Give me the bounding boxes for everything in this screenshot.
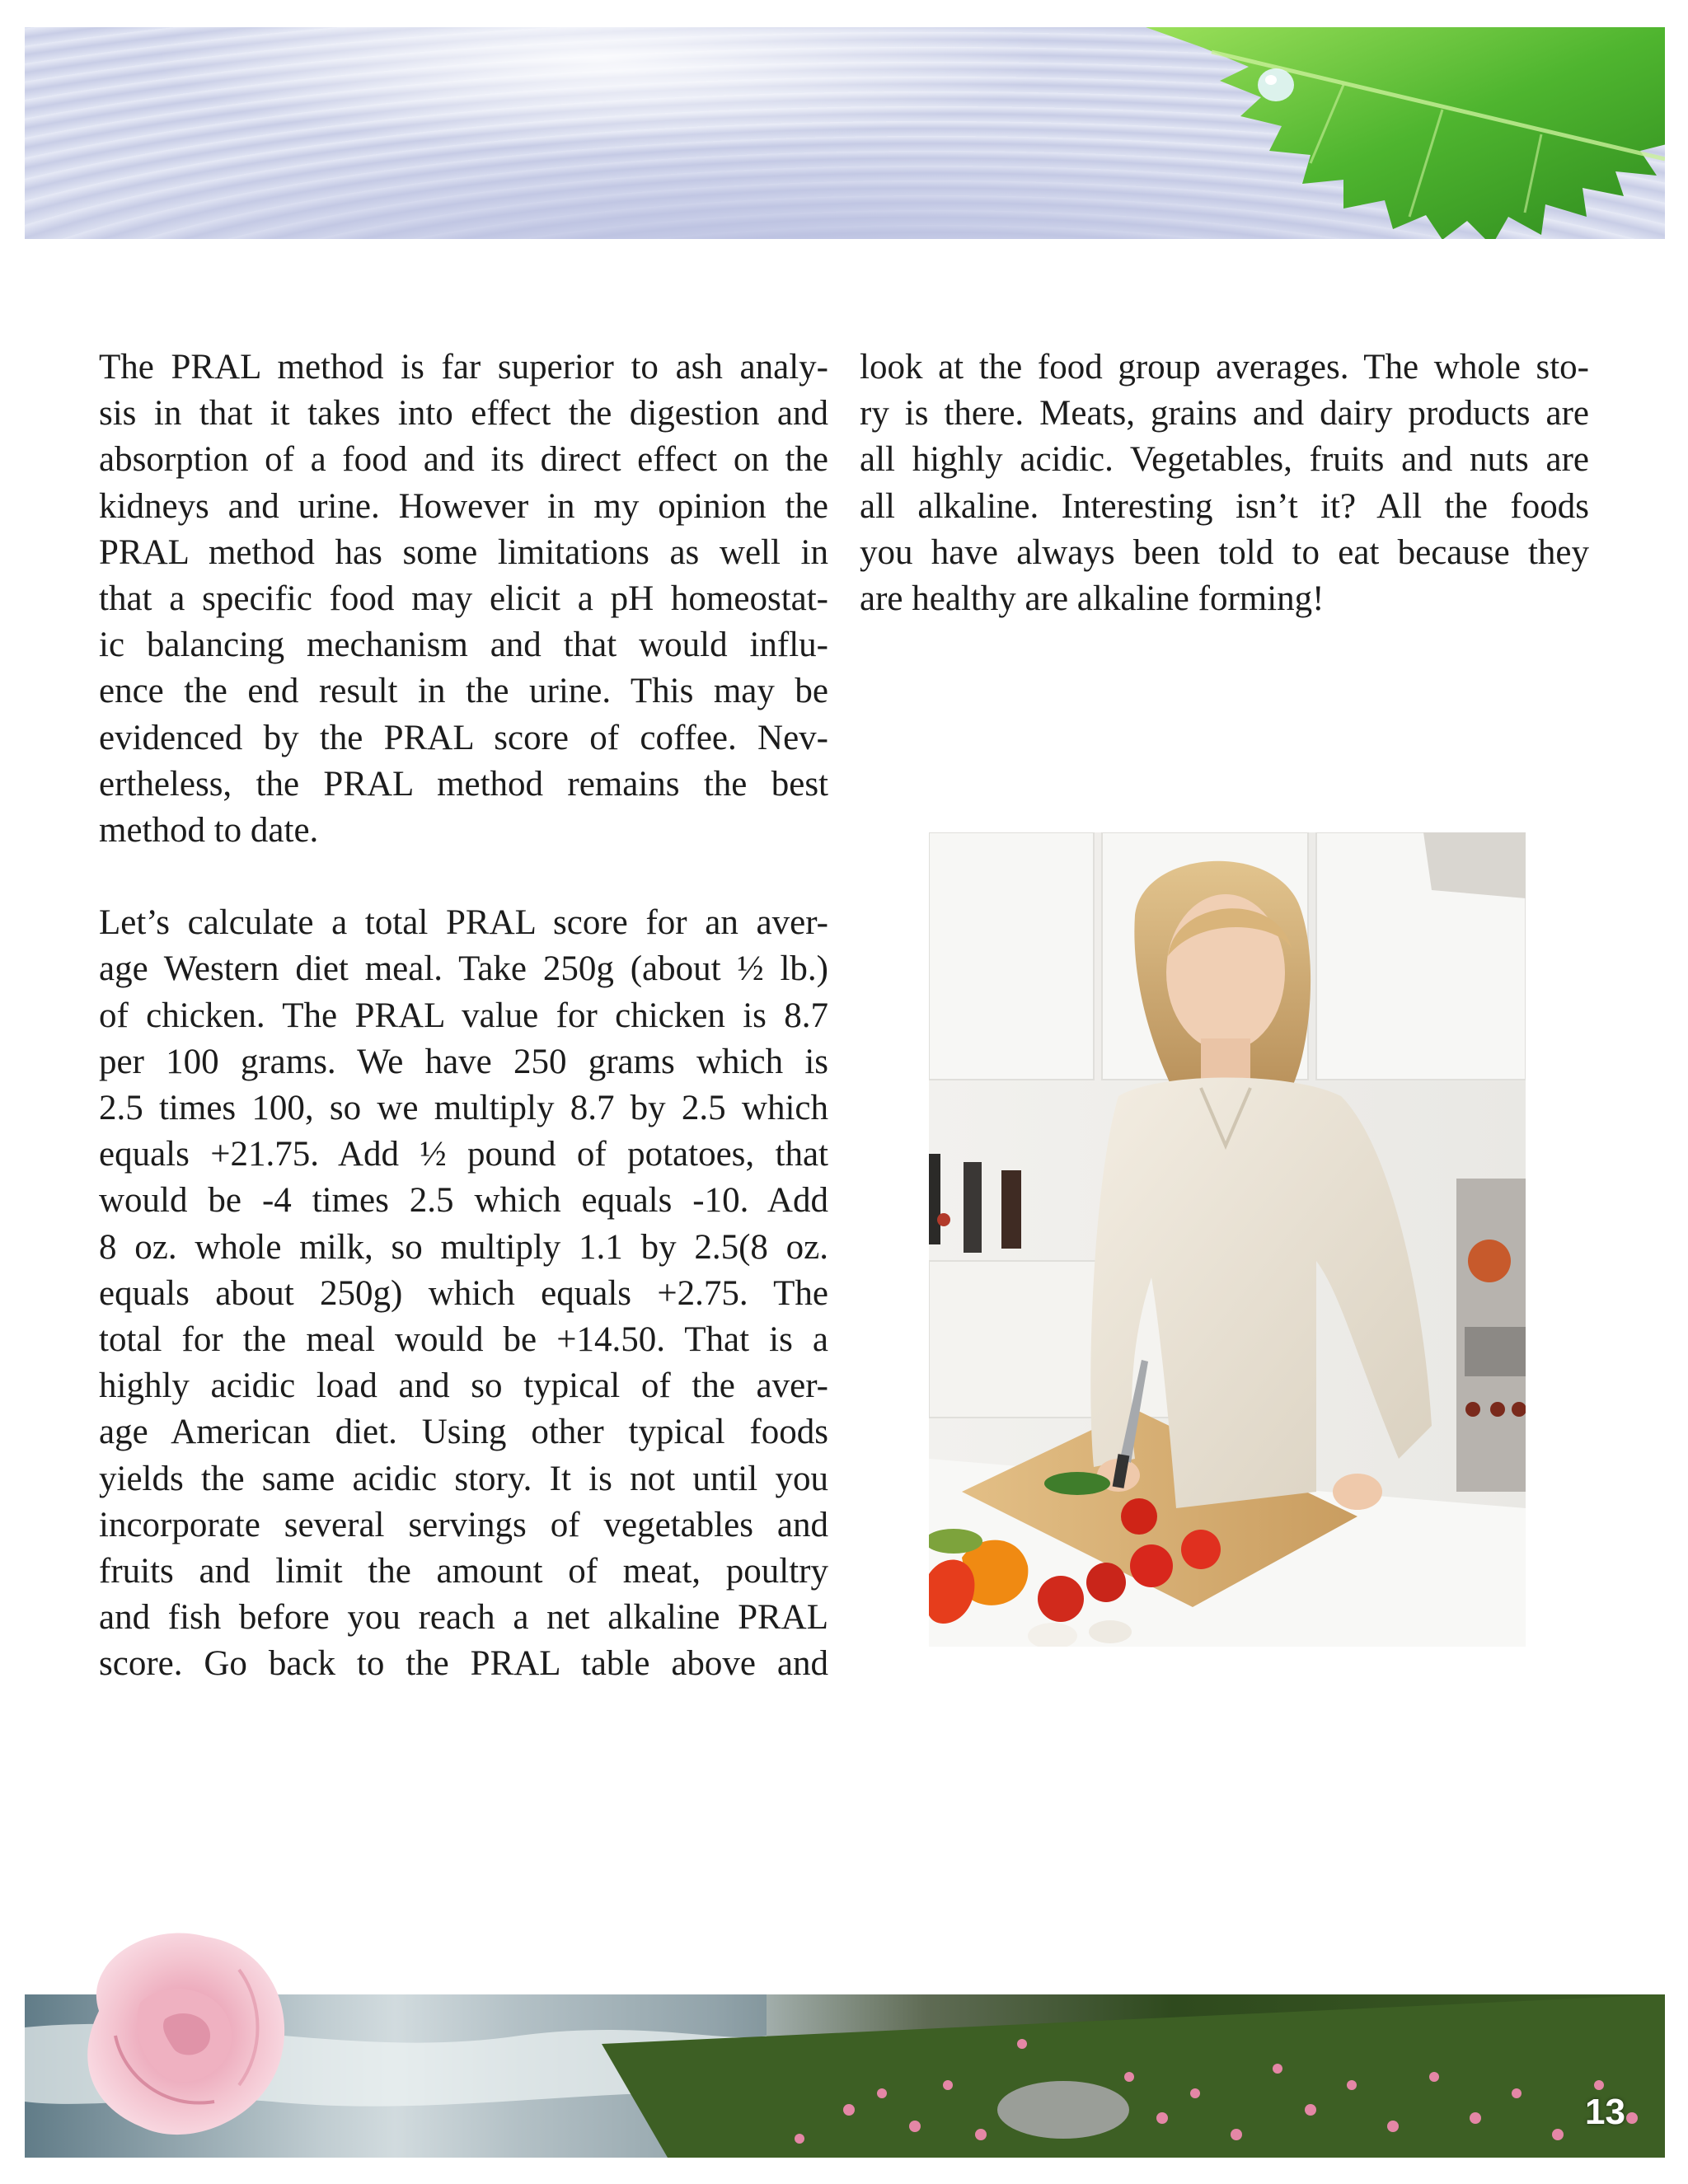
text-line: fruits and limit the amount of meat, poultry xyxy=(99,1552,828,1591)
text-line: per 100 grams. We have 250 grams which is xyxy=(99,1042,828,1081)
text-line: score. Go back to the PRAL table above and xyxy=(99,1644,828,1684)
text-line: method to date. xyxy=(99,811,319,851)
page-number: 13 xyxy=(1585,2092,1625,2132)
text-line: absorption of a food and its direct effect on the xyxy=(99,440,828,480)
kitchen-photo xyxy=(929,832,1526,1647)
text-line: and fish before you reach a net alkaline PRAL xyxy=(99,1598,828,1638)
text-line: incorporate several servings of vegetables and xyxy=(99,1505,828,1544)
green-leaf-icon xyxy=(1096,27,1665,239)
water-droplet-icon xyxy=(1258,68,1294,101)
text-line: The PRAL method is far superior to ash analy- xyxy=(99,348,828,387)
text-line: yields the same acidic story. It is not until you xyxy=(99,1459,828,1498)
text-line: equals +21.75. Add ½ pound of potatoes, that xyxy=(99,1135,828,1174)
text-line: sis in that it takes into effect the digestion and xyxy=(99,394,828,434)
text-line: all alkaline. Interesting isn’t it? All the foods xyxy=(860,486,1589,526)
text-line: you have always been told to eat because they xyxy=(860,532,1589,572)
header-banner xyxy=(25,27,1665,239)
text-line: equals about 250g) which equals +2.75. The xyxy=(99,1273,828,1313)
text-line: highly acidic load and so typical of the aver- xyxy=(99,1366,828,1406)
text-line: ic balancing mechanism and that would influ- xyxy=(99,626,828,665)
right-column xyxy=(860,344,1589,668)
text-line: ry is there. Meats, grains and dairy products are xyxy=(860,394,1589,434)
text-line: kidneys and urine. However in my opinion the xyxy=(99,486,828,526)
left-column xyxy=(99,344,828,1734)
text-line: are healthy are alkaline forming! xyxy=(860,579,1325,619)
text-line: ence the end result in the urine. This may be xyxy=(99,672,828,711)
text-line: age Western diet meal. Take 250g (about ½ lb.) xyxy=(99,949,828,989)
text-line: all highly acidic. Vegetables, fruits and nuts are xyxy=(860,440,1589,480)
paragraph-pral-calculation xyxy=(99,900,828,1687)
text-line: of chicken. The PRAL value for chicken is 8.7 xyxy=(99,996,828,1035)
text-line: PRAL method has some limitations as well in xyxy=(99,532,828,572)
text-line: would be -4 times 2.5 which equals -10. Add xyxy=(99,1181,828,1221)
pink-rose-icon xyxy=(49,1912,321,2159)
text-line: ertheless, the PRAL method remains the best xyxy=(99,764,828,804)
text-line: that a specific food may elicit a pH homeostat- xyxy=(99,579,828,619)
text-line: total for the meal would be +14.50. That is a xyxy=(99,1320,828,1360)
text-line: 2.5 times 100, so we multiply 8.7 by 2.5 which xyxy=(99,1089,828,1128)
text-line: evidenced by the PRAL score of coffee. Nev- xyxy=(99,718,828,757)
paragraph-pral-limitations xyxy=(99,344,828,854)
text-line: Let’s calculate a total PRAL score for an aver- xyxy=(99,903,828,943)
text-line: 8 oz. whole milk, so multiply 1.1 by 2.5(8 oz. xyxy=(99,1227,828,1267)
paragraph-food-groups xyxy=(860,344,1589,622)
text-line: look at the food group averages. The whole sto- xyxy=(860,348,1589,387)
text-line: age American diet. Using other typical foods xyxy=(99,1413,828,1452)
